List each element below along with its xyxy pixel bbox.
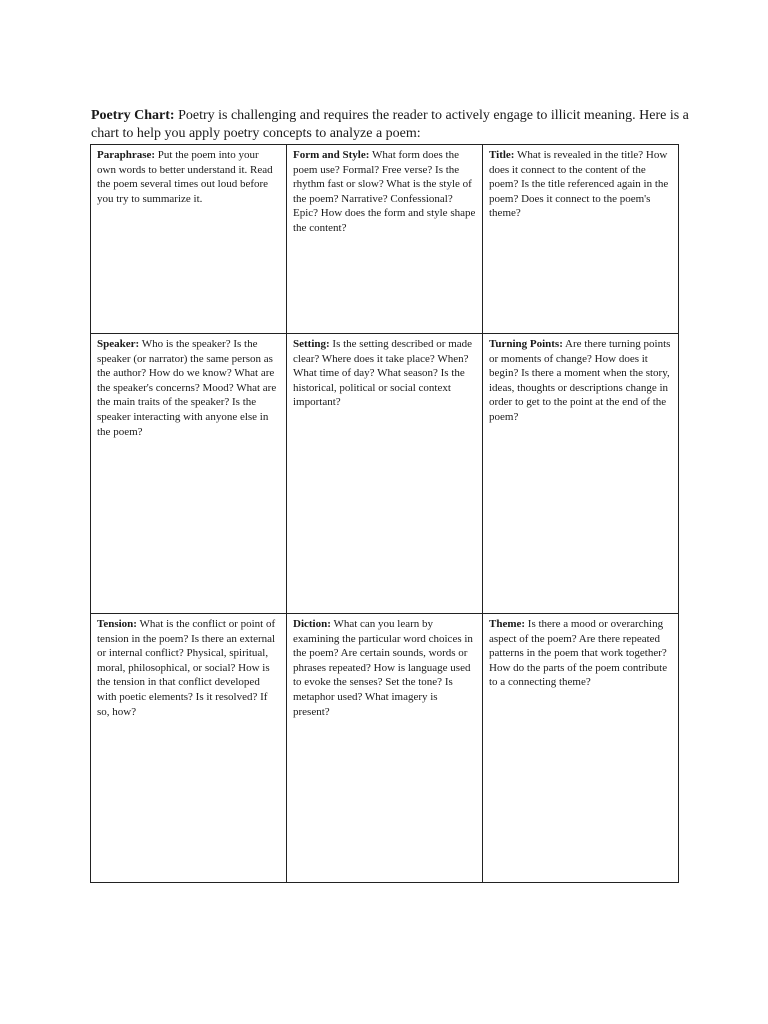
cell-text: Is there a mood or overarching aspect of the poem? Are there repeated patterns in the poem that work together? How do the parts of the poem contribute to a connecting theme? bbox=[489, 618, 668, 689]
cell-text: What can you learn by examining the particular word choices in the poem? Are certain sounds, words or phrases repeated? How is language used to evoke the senses? Set the tone? Is metaphor used? What imagery is present? bbox=[293, 618, 473, 718]
cell-text: What form does the poem use? Formal? Free verse? Is the rhythm fast or slow? What is the style of the poem? Narrative? Confessional? Epic? How does the form and style shape the content? bbox=[293, 149, 476, 234]
cell-text: What is the conflict or point of tension in the poem? Is there an external or internal conflict? Physical, spiritual, moral, philosophical, or social? How is the tension in that conflict developed with poetic elements? Is it resolved? If so, how? bbox=[97, 618, 276, 718]
intro-paragraph bbox=[91, 107, 691, 143]
cell-label: Turning Points: bbox=[489, 338, 563, 350]
cell-form-and-style bbox=[287, 145, 483, 334]
cell-diction bbox=[287, 614, 483, 883]
cell-setting bbox=[287, 334, 483, 614]
table-row bbox=[91, 334, 679, 614]
cell-text: Are there turning points or moments of change? How does it begin? Is there a moment when the story, ideas, thoughts or descriptions change in order to get to the point at the end of the poem? bbox=[489, 338, 671, 423]
chart-title: Poetry Chart: bbox=[91, 108, 175, 123]
cell-theme bbox=[483, 614, 679, 883]
table-row bbox=[91, 145, 679, 334]
cell-paraphrase bbox=[91, 145, 287, 334]
cell-speaker bbox=[91, 334, 287, 614]
table-row bbox=[91, 614, 679, 883]
cell-label: Form and Style: bbox=[293, 149, 370, 161]
cell-text: Who is the speaker? Is the speaker (or narrator) the same person as the author? How do we know? What are the speaker's concerns? Mood? What are the main traits of the speaker? Is the speaker interacting with anyone else in the poem? bbox=[97, 338, 277, 438]
cell-text: What is revealed in the title? How does it connect to the content of the poem? Is the title referenced again in the poem? Does it connect to the poem's theme? bbox=[489, 149, 669, 220]
cell-label: Speaker: bbox=[97, 338, 140, 350]
cell-label: Diction: bbox=[293, 618, 331, 630]
cell-tension bbox=[91, 614, 287, 883]
cell-label: Theme: bbox=[489, 618, 526, 630]
cell-title bbox=[483, 145, 679, 334]
intro-text: Poetry is challenging and requires the reader to actively engage to illicit meaning. Here is a chart to help you apply poetry concepts to analyze a poem: bbox=[91, 108, 689, 141]
cell-label: Paraphrase: bbox=[97, 149, 156, 161]
poetry-chart-table bbox=[90, 144, 679, 883]
cell-label: Tension: bbox=[97, 618, 137, 630]
cell-text: Put the poem into your own words to better understand it. Read the poem several times out loud before you try to summarize it. bbox=[97, 149, 273, 205]
cell-label: Title: bbox=[489, 149, 515, 161]
cell-text: Is the setting described or made clear? Where does it take place? When? What time of day? What season? Is the historical, political or social context important? bbox=[293, 338, 473, 409]
cell-turning-points bbox=[483, 334, 679, 614]
cell-label: Setting: bbox=[293, 338, 330, 350]
